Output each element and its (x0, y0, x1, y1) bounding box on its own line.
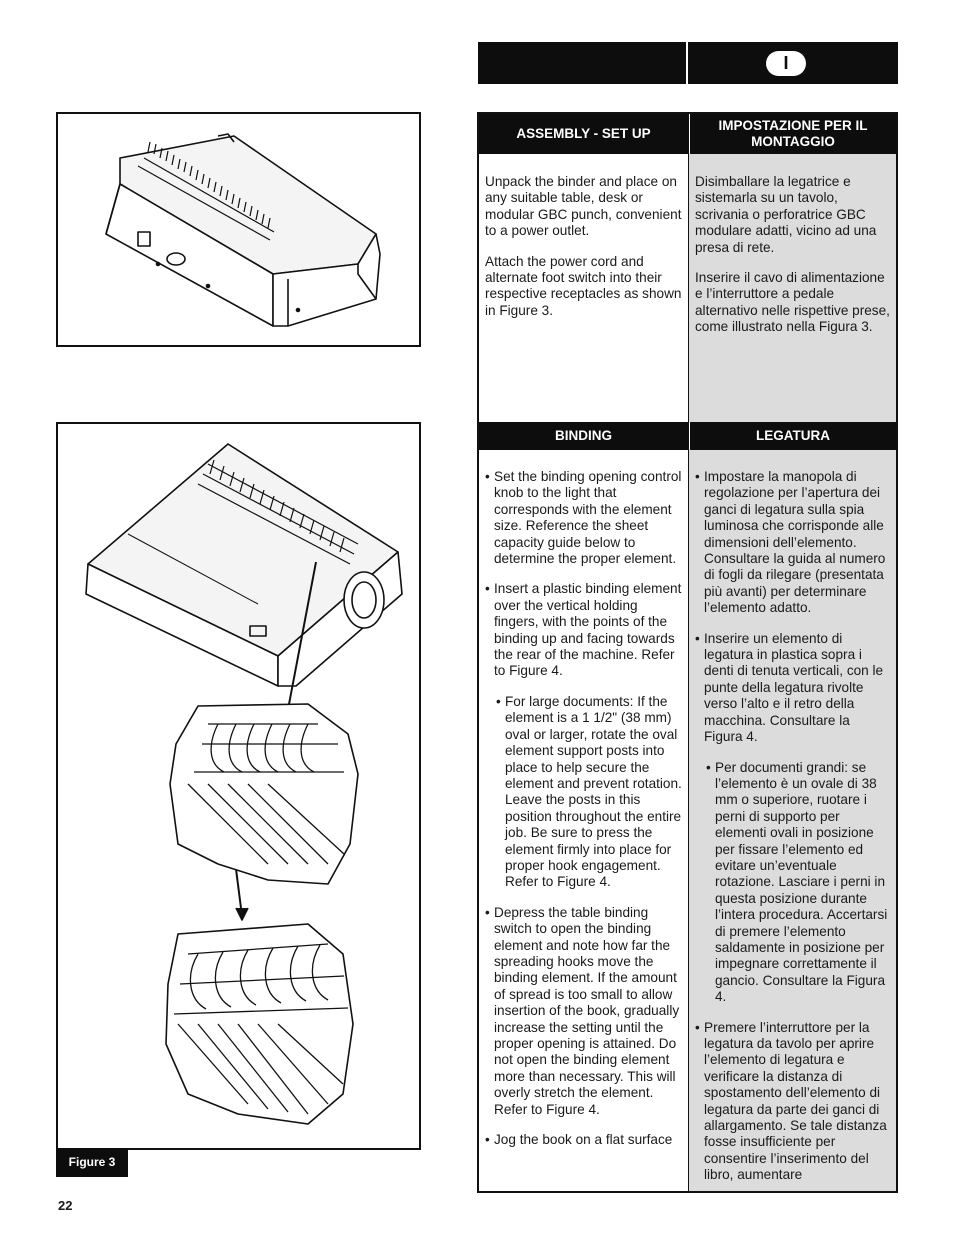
page-number: 22 (58, 1198, 73, 1213)
bullet-item (695, 1020, 890, 1184)
paragraph: Attach the power cord and alternate foot switch into their respective receptacles as shown in Figure 3. (485, 253, 682, 318)
bullet-icon: • (695, 630, 700, 646)
assembly-text-en (485, 174, 682, 333)
bullet-icon: • (706, 759, 711, 775)
binding-heading-en: BINDING (479, 422, 688, 450)
language-header-bar (478, 42, 898, 84)
paragraph: Inserire il cavo di alimentazione e l’interruttore a pedale alternativo nelle rispettive prese, come illustrato nella Figura 3. (695, 270, 890, 335)
bullet-item (485, 1132, 682, 1148)
bullet-text: Per documenti grandi: se l’elemento è un ovale di 38 mm o superiore, ruotare i perni di supporto per elementi ovali in posizione per fissare l’elemento ed evitare un’eventuale rotazione. Lasciare i perni in questa posizione durante l’intera procedura. Accertarsi di premere l’elemento saldamente in posizione per impegnare correttamente il gancio. Consultare la Figura 4. (715, 759, 888, 1005)
binding-text-it (695, 469, 890, 1198)
figure-caption: Figure 3 (56, 1148, 128, 1177)
bullet-text: Inserire un elemento di legatura in plastica sopra i denti di tenuta verticali, con le punte della legatura rivolte verso l’alto e il retro della macchina. Consultare la Figura 4. (704, 630, 884, 745)
binding-element-drawing (58, 424, 419, 1148)
bullet-icon: • (695, 1019, 700, 1035)
bullet-item (485, 581, 682, 679)
italian-column (688, 114, 896, 1191)
english-column (479, 114, 688, 1191)
bullet-text: Premere l’interruttore per la legatura da tavolo per aprire l’elemento di legatura e verificare la distanza di spostamento dell’elemento di legatura da parte dei ganci di allargamento. Se tale distanza fosse insufficiente per consentire l’inserimento del libro, aumentare (704, 1019, 887, 1183)
assembly-heading-it: IMPOSTAZIONE PER IL MONTAGGIO (689, 114, 896, 154)
bullet-icon: • (485, 904, 490, 920)
bullet-text: For large documents: If the element is a 1 1/2" (38 mm) oval or larger, rotate the oval element support posts into place to help secure the element and prevent rotation. Leave the posts in this position throughout the entire job. Be sure to press the element firmly into place for proper hook engagement. Refer to Figure 4. (505, 693, 682, 890)
binder-rear-illustration (56, 112, 421, 347)
paragraph: Unpack the binder and place on any suitable table, desk or modular GBC punch, convenient to a power outlet. (485, 174, 682, 239)
binding-heading-it: LEGATURA (689, 422, 896, 450)
binder-rear-drawing (58, 114, 419, 345)
bullet-item (485, 469, 682, 567)
bullet-icon: • (485, 469, 490, 484)
sub-bullet-item (496, 694, 682, 891)
bullet-text: Impostare la manopola di regolazione per l’apertura dei ganci di legatura sulla spia luminosa che corrisponde alle dimensioni dell’elemento. Consultare la guida al numero di fogli da rilegare (presentata più avanti) per determinare l’elemento adatto. (704, 469, 886, 616)
sub-bullet-item (706, 760, 890, 1006)
bullet-icon: • (695, 469, 700, 484)
bullet-text: Set the binding opening control knob to the light that corresponds with the element size. Reference the sheet capacity guide below to determine the proper element. (494, 469, 682, 567)
bullet-icon: • (496, 693, 501, 709)
bullet-text: Jog the book on a flat surface (494, 1132, 673, 1148)
bullet-text: Depress the table binding switch to open the binding element and note how far the spreading hooks move the binding element. If the amount of spread is too small to allow insertion of the book, gradually increase the setting until the proper opening is attained. Do not open the binding element more than necessary. This will overly stretch the element. Refer to Figure 4. (494, 904, 680, 1117)
bullet-icon: • (485, 581, 490, 597)
instructions-table (477, 112, 898, 1193)
paragraph: Disimballare la legatrice e sistemarla su un tavolo, scrivania o perforatrice GBC modulare adatti, vicino ad una presa di rete. (695, 174, 877, 255)
assembly-text-it (695, 174, 890, 350)
assembly-heading-en: ASSEMBLY - SET UP (479, 114, 688, 154)
bullet-item (695, 469, 890, 617)
bullet-text: Insert a plastic binding element over the vertical holding fingers, with the points of the binding up and facing towards the rear of the machine. Refer to Figure 4. (494, 581, 682, 679)
header-divider (686, 42, 688, 84)
bullet-item (695, 631, 890, 746)
bullet-icon: • (485, 1132, 490, 1148)
bullet-item (485, 905, 682, 1118)
language-badge: I (766, 51, 806, 76)
binding-text-en (485, 469, 682, 1162)
binding-element-illustration (56, 422, 421, 1150)
